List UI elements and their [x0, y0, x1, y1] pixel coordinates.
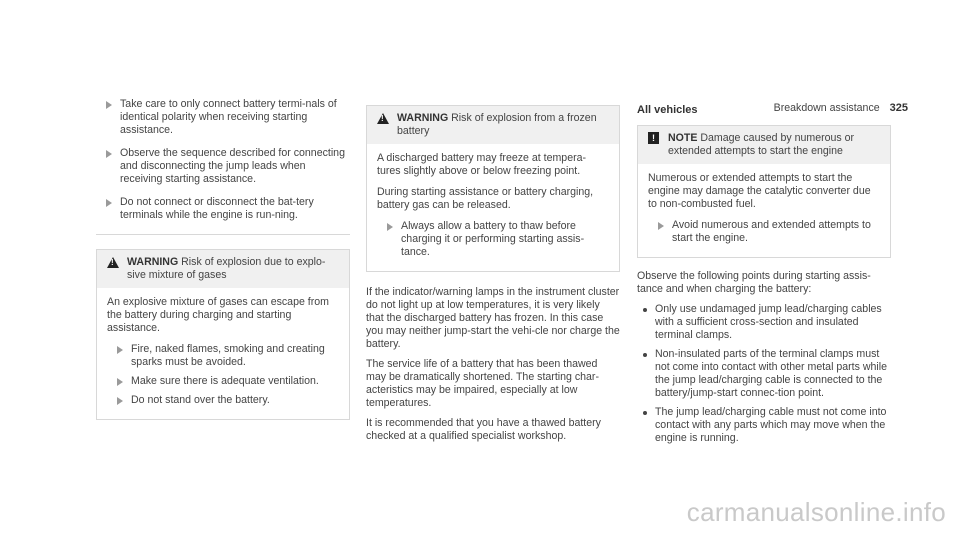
list-item: Do not stand over the battery. [107, 394, 339, 407]
arrow-bullet-icon [106, 150, 112, 158]
column-2 [366, 105, 620, 450]
list-item: Only use undamaged jump lead/charging cables with a sufficient cross-section and insulated terminal clamps. [637, 303, 891, 342]
note-icon: ! [648, 132, 659, 144]
instruction-block-1 [96, 96, 350, 235]
list-item: Do not connect or disconnect the bat-tery terminals while the engine is run-ning. [96, 196, 350, 222]
list-item: Non-insulated parts of the terminal clamps must not come into contact with other metal parts while the jump lead/charging cable is connected to the battery/jump-start connec-tion point. [637, 348, 891, 400]
note-header [638, 126, 890, 164]
list-item: Fire, naked flames, smoking and creating sparks must be avoided. [107, 343, 339, 369]
list-item: The jump lead/charging cable must not come into contact with any parts which may move when the engine is running. [637, 406, 891, 445]
bullet-dot-icon [643, 308, 647, 312]
warning-box-frozen-battery [366, 105, 620, 272]
arrow-bullet-icon [117, 346, 123, 354]
arrow-bullet-icon [658, 222, 664, 230]
list-item: Take care to only connect battery termi-nals of identical polarity when receiving starting assistance. [96, 98, 350, 137]
warning-header [97, 250, 349, 288]
bullet-dot-icon [643, 353, 647, 357]
starting-assistance-points: Observe the following points during starting assis-tance and when charging the battery: Only use undamaged jump lead/charging cables with a sufficient cross-section and insulated terminal clamps. Non-insulated parts of the terminal clamps must not come into contact with other metal parts while the jump lead/charging cable is connected to the battery/jump-start connec-tion point. The jump lead/charging cable must not come into contact with any parts which may move when the engine is running. [637, 270, 891, 445]
arrow-bullet-icon [106, 101, 112, 109]
column-1 [96, 96, 350, 420]
warning-label: WARNING [397, 112, 449, 124]
warning-header [367, 106, 619, 144]
note-body: Numerous or extended attempts to start the engine may damage the catalytic converter due to non-combusted fuel. Avoid numerous and extended attempts to start the engine. [638, 164, 890, 257]
section-subheading: All vehicles [637, 104, 698, 116]
arrow-bullet-icon [117, 397, 123, 405]
arrow-bullet-icon [106, 199, 112, 207]
note-label: NOTE [668, 132, 698, 144]
page-number: 325 [889, 102, 908, 114]
list-item: Observe the sequence described for connecting and disconnecting the jump leads when receiving starting assistance. [96, 147, 350, 186]
watermark: carmanualsonline.info [686, 497, 946, 527]
column-3 [637, 104, 891, 451]
list-item: Always allow a battery to thaw before charging it or performing starting assis-tance. [377, 220, 609, 259]
note-box-engine-start [637, 125, 891, 258]
warning-body: A discharged battery may freeze at tempera-tures slightly above or below freezing point. During starting assistance or battery charging, battery gas can be released. Always allow a battery to thaw before charging it or performing starting assis-tance. [367, 144, 619, 271]
warning-triangle-icon [377, 113, 389, 124]
warning-triangle-icon [107, 257, 119, 268]
list-item: Avoid numerous and extended attempts to start the engine. [648, 219, 880, 245]
warning-body: An explosive mixture of gases can escape from the battery during charging and starting assistance. Fire, naked flames, smoking and creating sparks must be avoided. Make sure there is adequate ventilation. Do not stand over the battery. [97, 288, 349, 419]
frozen-battery-text: If the indicator/warning lamps in the instrument cluster do not light up at low temperatures, it is very likely that the discharged battery has frozen. In this case you may neither jump-start the vehi-cle nor charge the battery. The service life of a battery that has been thawed may be dramatically shortened. The starting char-acteristics may be impaired, especially at low temperatures. It is recommended that you have a thawed battery checked at a qualified specialist workshop. [366, 286, 620, 442]
note-title: Damage caused by numerous or extended attempts to start the engine [668, 132, 855, 157]
arrow-bullet-icon [117, 378, 123, 386]
section-title: Breakdown assistance [773, 102, 880, 114]
warning-title: Risk of explosion due to explo-sive mixture of gases [127, 256, 326, 281]
arrow-bullet-icon [387, 223, 393, 231]
bullet-dot-icon [643, 411, 647, 415]
list-item: Make sure there is adequate ventilation. [107, 375, 339, 388]
warning-title: Risk of explosion from a frozen battery [397, 112, 597, 137]
warning-label: WARNING [127, 256, 179, 268]
warning-box-explosive-gases [96, 249, 350, 420]
